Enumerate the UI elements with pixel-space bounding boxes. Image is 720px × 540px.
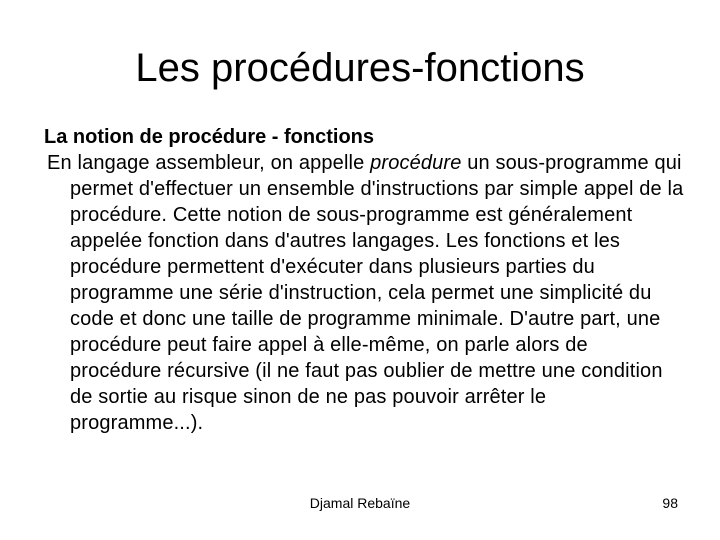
body-paragraph — [44, 150, 684, 436]
slide-content — [44, 124, 684, 436]
section-heading: La notion de procédure - fonctions — [44, 126, 374, 148]
page-number: 98 — [662, 495, 678, 511]
slide-title: Les procédures-fonctions — [135, 46, 585, 90]
paragraph-text-start: En langage assembleur, on appelle — [47, 152, 371, 174]
emphasized-term: procédure — [370, 152, 462, 174]
paragraph-text-rest: un sous-programme qui permet d'effectuer un ensemble d'instructions par simple appel de la procédure. Cette notion de sous-programme est généralement appelée fonction dans d'autres langages. Les fonctions et les procédure permettent d'exécuter dans plusieurs parties du programme une série d'instruction, cela permet une simplicité du code et donc une taille de programme minimale. D'autre part, une procédure peut faire appel à elle-même, on parle alors de procédure récursive (il ne faut pas oublier de mettre une condition de sortie au risque sinon de ne pas pouvoir arrêter le programme...). — [70, 152, 684, 434]
footer-author: Djamal Rebaïne — [309, 495, 411, 511]
